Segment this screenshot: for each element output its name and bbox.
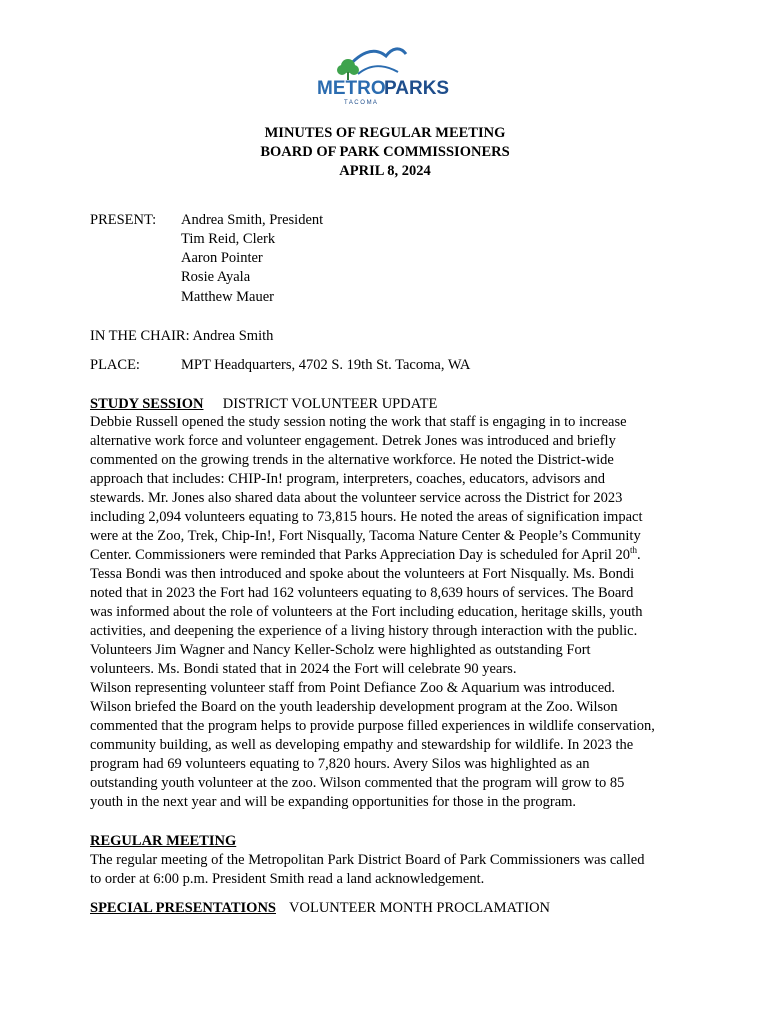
study-session-line-with-sup: [90, 546, 641, 565]
study-session-subheading: DISTRICT VOLUNTEER UPDATE: [222, 396, 438, 412]
study-session-line: Debbie Russell opened the study session noting the work that staff is engaging in to increase: [90, 414, 627, 430]
study-session-line: Wilson representing volunteer staff from Point Defiance Zoo & Aquarium was introduced.: [90, 680, 616, 696]
present-name: Andrea Smith, President: [181, 212, 324, 228]
regular-meeting-line: to order at 6:00 p.m. President Smith read a land acknowledgement.: [90, 871, 485, 887]
study-session-line: volunteers. Ms. Bondi stated that in 2024 the Fort will celebrate 90 years.: [90, 661, 517, 677]
present-name: Tim Reid, Clerk: [181, 231, 276, 247]
study-session-line: activities, and deepening the experience of a living history through interaction with the public.: [90, 623, 638, 639]
study-session-line: were at the Zoo, Trek, Chip-In!, Fort Nisqually, Tacoma Nature Center & People’s Community: [90, 528, 641, 544]
study-session-line: Wilson briefed the Board on the youth leadership development program at the Zoo. Wilson: [90, 699, 618, 715]
study-session-line: program had 69 volunteers equating to 7,820 hours. Avery Silos was highlighted as an: [90, 756, 590, 772]
regular-meeting-heading-line: [90, 832, 236, 851]
present-label: PRESENT:: [90, 212, 157, 228]
place-value: MPT Headquarters, 4702 S. 19th St. Tacoma, WA: [181, 357, 471, 373]
sentence-period: .: [637, 547, 641, 563]
study-session-line: youth in the next year and will be expanding opportunities for those in the program.: [90, 794, 577, 810]
study-session-line: Volunteers Jim Wagner and Nancy Keller-Scholz were highlighted as outstanding Fort: [90, 642, 591, 658]
present-name: Matthew Mauer: [181, 289, 275, 305]
title-line-1: MINUTES OF REGULAR MEETING: [264, 125, 506, 141]
study-session-line: commented on the growing trends in the alternative workforce. He noted the District-wide: [90, 452, 614, 468]
study-session-line: noted that in 2023 the Fort had 162 volunteers equating to 8,639 hours of services. The Board: [90, 585, 634, 601]
study-session-line-text: Center. Commissioners were reminded that Parks Appreciation Day is scheduled for April 20: [90, 547, 631, 563]
study-session-line: Tessa Bondi was then introduced and spoke about the volunteers at Fort Nisqually. Ms. Bondi: [90, 566, 635, 582]
metro-parks-logo-graphic: [314, 42, 456, 108]
study-session-line: commented that the program helps to provide purpose filled experiences in wildlife conservation,: [90, 718, 655, 734]
special-presentations-heading-line: [90, 899, 550, 918]
study-session-line: alternative work force and volunteer engagement. Detrek Jones was introduced and briefly: [90, 433, 616, 449]
regular-meeting-line: The regular meeting of the Metropolitan Park District Board of Park Commissioners was called: [90, 852, 645, 868]
title-line-2: BOARD OF PARK COMMISSIONERS: [260, 144, 510, 160]
logo-tagline: T A C O M A: [344, 100, 377, 106]
study-session-heading: STUDY SESSION: [90, 396, 204, 412]
present-name: Aaron Pointer: [181, 250, 263, 266]
in-the-chair: IN THE CHAIR: Andrea Smith: [90, 328, 274, 344]
study-session-line: approach that includes: CHIP-In! program, interpreters, coaches, educators, advisors and: [90, 471, 605, 487]
logo-parks-text: PARKS: [384, 78, 450, 99]
study-session-line: stewards. Mr. Jones also shared data about the volunteer service across the District for 2023: [90, 490, 623, 506]
present-name: Rosie Ayala: [181, 269, 251, 285]
title-line-3: APRIL 8, 2024: [339, 163, 431, 179]
special-presentations-heading: SPECIAL PRESENTATIONS: [90, 900, 277, 916]
study-session-line: outstanding youth volunteer at the zoo. Wilson commented that the program will grow to 85: [90, 775, 625, 791]
study-session-heading-line: [90, 395, 437, 414]
metro-parks-logo: [314, 42, 456, 108]
regular-meeting-heading: REGULAR MEETING: [90, 833, 237, 849]
place-label: PLACE:: [90, 357, 140, 373]
logo-metro-text: METRO: [317, 78, 386, 99]
superscript-th: th: [630, 545, 638, 556]
special-presentations-subheading: VOLUNTEER MONTH PROCLAMATION: [289, 900, 551, 916]
study-session-line: community building, as well as developing empathy and stewardship for wildlife. In 2023 the: [90, 737, 634, 753]
study-session-line: was informed about the role of volunteers at the Fort including education, heritage skills, youth: [90, 604, 643, 620]
study-session-line: including 2,094 volunteers equating to 73,815 hours. He noted the areas of signification impact: [90, 509, 643, 525]
